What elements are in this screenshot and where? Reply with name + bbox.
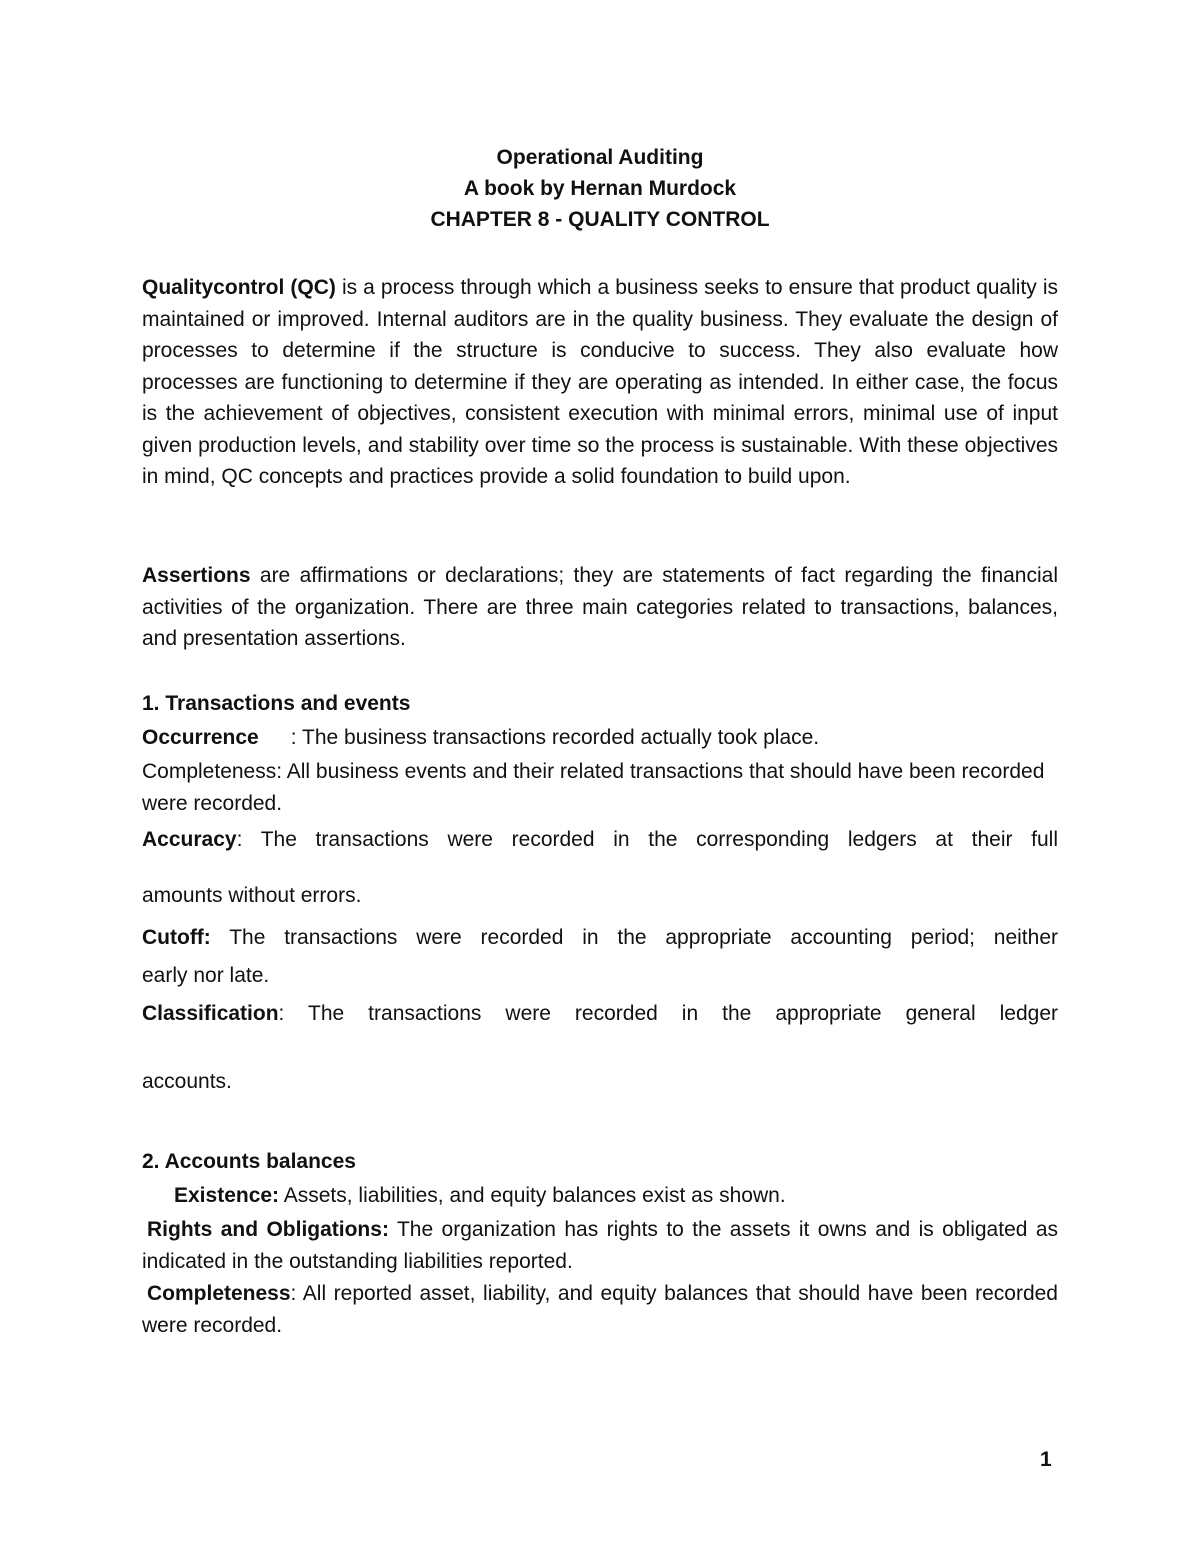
section2-heading: 2. Accounts balances [142, 1150, 356, 1173]
occurrence-term: Occurrence [142, 726, 259, 749]
accuracy-item [142, 824, 1058, 856]
accuracy-text-1: : The transactions were recorded in the corresponding ledgers at their full [236, 828, 1058, 851]
cutoff-term: Cutoff: [142, 926, 211, 949]
cutoff-text-1: The transactions were recorded in the appropriate accounting period; neither [210, 926, 1058, 949]
classification-text-1: : The transactions were recorded in the appropriate general ledger [278, 1002, 1058, 1025]
cutoff-continuation: early nor late. [142, 964, 270, 987]
assertions-paragraph [142, 560, 1058, 655]
rights-term: Rights and Obligations: [147, 1218, 389, 1241]
page-number: 1 [1040, 1448, 1052, 1471]
balances-completeness-term: Completeness [147, 1282, 291, 1305]
existence-text: Assets, liabilities, and equity balances exist as shown. [279, 1184, 786, 1207]
rights-text: The organization has rights to the assets it owns and is obligated as indicated in the outstanding liabilities reported. [142, 1218, 1058, 1273]
assertions-text: are affirmations or declarations; they are statements of fact regarding the financial activities of the organization. There are three main categories related to transactions, balances, and presentation assertions. [142, 564, 1058, 650]
existence-term: Existence: [174, 1184, 280, 1207]
cutoff-item [142, 922, 1058, 954]
balances-completeness-item [142, 1278, 1058, 1341]
intro-term: Qualitycontrol (QC) [142, 276, 336, 299]
classification-continuation: accounts. [142, 1070, 232, 1093]
title-block [0, 142, 1200, 235]
classification-item [142, 998, 1058, 1030]
accuracy-continuation: amounts without errors. [142, 884, 362, 907]
occurrence-text: : The business transactions recorded actually took place. [290, 726, 820, 749]
section1-heading: 1. Transactions and events [142, 692, 411, 715]
assertions-term: Assertions [142, 564, 251, 587]
rights-item [142, 1214, 1058, 1277]
accuracy-term: Accuracy [142, 828, 237, 851]
book-subtitle: A book by Hernan Murdock [463, 177, 737, 200]
occurrence-item [142, 722, 1058, 754]
intro-paragraph [142, 272, 1058, 493]
book-title: Operational Auditing [496, 146, 704, 169]
intro-text: is a process through which a business seeks to ensure that product quality is maintained or improved. Internal auditors are in the quality business. They evaluate the design of processes to determine if the structure is conducive to success. They also evaluate how processes are functioning to determine if they are operating as intended. In either case, the focus is the achievement of objectives, consistent execution with minimal errors, minimal use of input given production levels, and stability over time so the process is sustainable. With these objectives in mind, QC concepts and practices provide a solid foundation to build upon. [142, 276, 1058, 488]
completeness-item [142, 756, 1058, 819]
existence-item [174, 1180, 1058, 1212]
chapter-title: CHAPTER 8 - QUALITY CONTROL [430, 208, 770, 231]
classification-term: Classification [142, 1002, 279, 1025]
completeness-text: Completeness: All business events and their related transactions that should have been recorded were recorded. [142, 760, 1045, 815]
balances-completeness-text: : All reported asset, liability, and equity balances that should have been recorded were recorded. [142, 1282, 1058, 1337]
